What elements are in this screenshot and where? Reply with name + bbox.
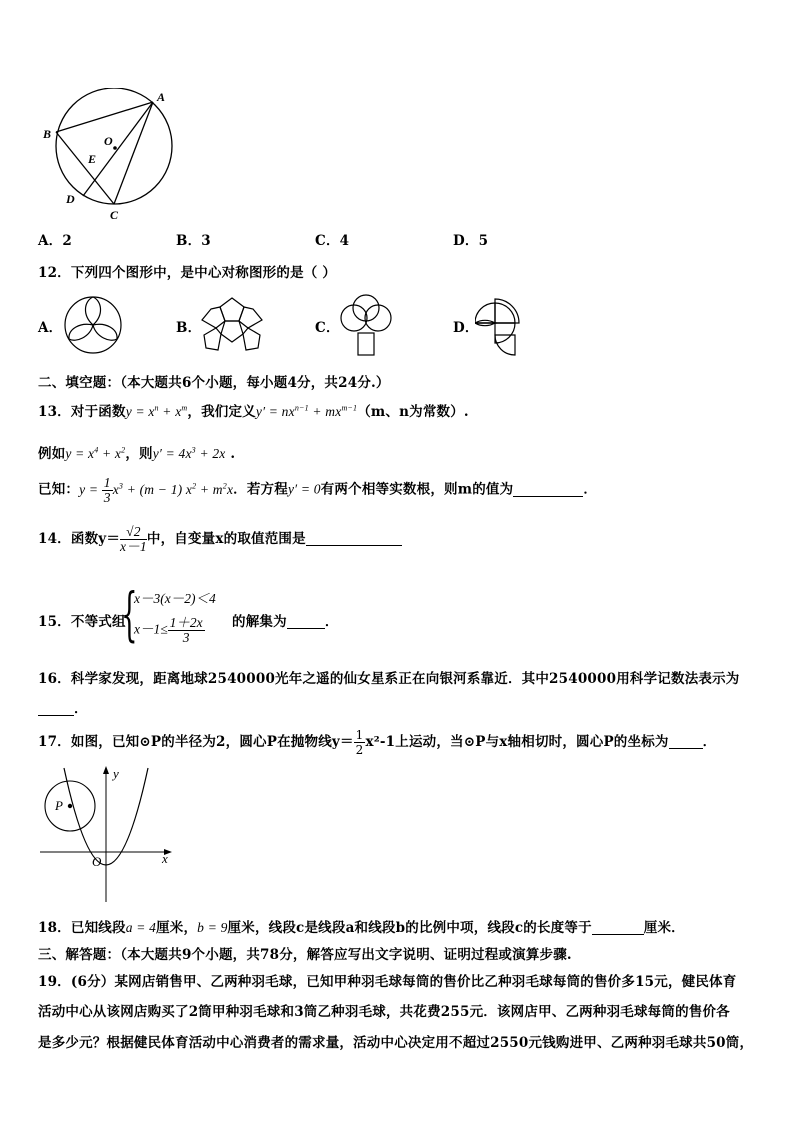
q14-line bbox=[38, 525, 402, 554]
q16-line-2 bbox=[38, 697, 88, 717]
q14-answer-blank[interactable] bbox=[306, 531, 402, 546]
q13-formula-3: $y = x^4 + x^2$ bbox=[65, 445, 126, 461]
q14-suffix: 中，自变量x的取值范围是 bbox=[146, 531, 306, 547]
q17-frac-numerator: 1 bbox=[355, 728, 364, 742]
q13-text-1c: （m、n为常数）. bbox=[357, 404, 469, 420]
q13-text-3b: ．若方程 bbox=[233, 481, 288, 498]
q11-option-d: D．5 bbox=[453, 233, 489, 249]
q18-line: 18．已知线段a = 4厘米，b = 9厘米，线段c是线段a和线段b的比例中项，线段c的长度等于 厘米． bbox=[38, 920, 685, 936]
q15-answer-blank[interactable] bbox=[287, 614, 325, 629]
q13-formula-1: $y = x^n + x^m$ bbox=[125, 403, 188, 419]
q12-stem: 12．下列四个图形中，是中心对称图形的是（ ） bbox=[38, 265, 337, 281]
q13-line-2: 例如$y = x^4 + x^2$，则$y' = 4x^3 + 2x$ . bbox=[38, 445, 236, 462]
q18-formula: a = 4 bbox=[125, 920, 157, 935]
q14-fraction bbox=[120, 525, 147, 554]
q17-answer-blank[interactable] bbox=[669, 734, 703, 749]
q15-suffix-line bbox=[232, 610, 339, 630]
q14-numerator: √2 bbox=[120, 525, 147, 540]
q11-label-c: C bbox=[110, 208, 119, 222]
q13-answer-blank[interactable] bbox=[513, 482, 583, 497]
q15-suffix: 的解集为 bbox=[232, 614, 287, 630]
q13-line-3 bbox=[38, 476, 597, 505]
q12-option-a: A． bbox=[38, 320, 63, 336]
q13-text-2b: ，则 bbox=[125, 446, 153, 462]
q17-parabola-figure bbox=[36, 762, 176, 904]
q13-formula-6: y′ = 0 bbox=[287, 481, 321, 497]
q13-line-1 bbox=[38, 400, 469, 420]
q13-formula-2: $y' = nx^{n-1} + mx^{m-1}$ bbox=[255, 403, 358, 419]
q11-label-b: B bbox=[43, 127, 52, 141]
q18-text-a: 18．已知线段 bbox=[38, 920, 126, 936]
q17-text-a: 17．如图，已知⊙P的半径为2，圆心P在抛物线y＝ bbox=[38, 734, 354, 750]
q17-frac-denominator: 2 bbox=[355, 743, 364, 757]
q13-formula-5: y = $\frac{1}{3}$ $x^3 + (m - 1) x^2 + m^2x$ bbox=[79, 475, 234, 505]
q17-label-p: P bbox=[55, 798, 63, 813]
q17-label-y: y bbox=[113, 766, 119, 781]
q13-formula-4: $y' = 4x^3 + 2x$ bbox=[152, 445, 226, 461]
q18-answer-blank[interactable] bbox=[592, 920, 644, 935]
q15-row-1: x－3(x－2)＜4 bbox=[134, 591, 216, 606]
q12-figure-a bbox=[62, 295, 126, 355]
q13-text-1b: ，我们定义 bbox=[187, 404, 256, 420]
q12-figure-c bbox=[338, 292, 398, 358]
q14-denominator: x－1 bbox=[120, 539, 147, 554]
q15-row-2-left: x－1≤ bbox=[134, 621, 168, 637]
q15-end: ． bbox=[324, 614, 339, 630]
q16-end: ． bbox=[74, 701, 88, 717]
q11-label-d: D bbox=[66, 192, 75, 206]
q19-line-1: 19．(6分）某网店销售甲、乙两种羽毛球，已知甲种羽毛球每筒的售价比乙种羽毛球每筒的售价多15元，健民体育 bbox=[38, 974, 737, 990]
q13-text-2a: 例如 bbox=[38, 446, 66, 462]
q16-line-1: 16．科学家发现，距离地球2540000光年之遥的仙女星系正在向银河系靠近．其中2540000用科学记数法表示为 bbox=[38, 671, 740, 687]
q12-figure-b bbox=[198, 290, 266, 358]
q13-text-3c: 有两个相等实数根，则m的值为 bbox=[320, 481, 514, 498]
q17-end: ． bbox=[702, 734, 717, 750]
q18-text-b: ，线段c是线段a和线段b的比例中项，线段c的长度等于 bbox=[254, 920, 592, 936]
q15-row-2 bbox=[134, 616, 205, 645]
q12-figure-d bbox=[475, 293, 543, 357]
q12-option-d: D． bbox=[453, 320, 479, 336]
q11-option-a: A．2 bbox=[38, 233, 72, 249]
q13-text-1a: 13．对于函数 bbox=[38, 404, 126, 420]
q15-row-2-numerator: 1＋2x bbox=[169, 615, 203, 630]
q11-label-o: O bbox=[104, 134, 113, 148]
q12-option-c: C． bbox=[315, 320, 340, 336]
q13-text-3a: 已知： bbox=[38, 481, 80, 498]
q16-answer-blank[interactable] bbox=[38, 701, 74, 716]
q15-row-2-denominator: 3 bbox=[182, 630, 190, 645]
q15-brace: { bbox=[121, 580, 138, 648]
q19-line-3: 是多少元？根据健民体育活动中心消费者的需求量，活动中心决定用不超过2550元钱购进甲、乙两种羽毛球共50筒， bbox=[38, 1035, 754, 1051]
q18-text-c: 厘米． bbox=[643, 920, 685, 936]
q11-circle-figure bbox=[36, 88, 186, 226]
q11-option-c: C．4 bbox=[315, 233, 350, 249]
q11-label-a: A bbox=[157, 90, 166, 104]
q11-option-b: B．3 bbox=[176, 233, 211, 249]
q12-option-b: B． bbox=[176, 320, 202, 336]
q15-prefix: 15．不等式组 bbox=[38, 614, 126, 630]
q17-line bbox=[38, 728, 716, 757]
section-2-heading: 二、填空题：（本大题共6个小题，每小题4分，共24分.） bbox=[38, 375, 390, 391]
q17-label-o: O bbox=[92, 854, 102, 869]
q14-prefix: 14．函数y＝ bbox=[38, 531, 121, 547]
section-3-heading: 三、解答题：（本大题共9个小题，共78分，解答应写出文字说明、证明过程或演算步骤. bbox=[38, 947, 572, 963]
q19-line-2: 活动中心从该网店购买了2筒甲种羽毛球和3筒乙种羽毛球，共花费255元．该网店甲、乙两种羽毛球每筒的售价各 bbox=[38, 1004, 730, 1020]
q17-text-b: x²-1上运动，当⊙P与x轴相切时，圆心P的坐标为 bbox=[365, 734, 669, 750]
q17-label-x: x bbox=[162, 851, 168, 866]
q11-label-e: E bbox=[88, 152, 97, 166]
q13-end: ． bbox=[583, 481, 598, 498]
